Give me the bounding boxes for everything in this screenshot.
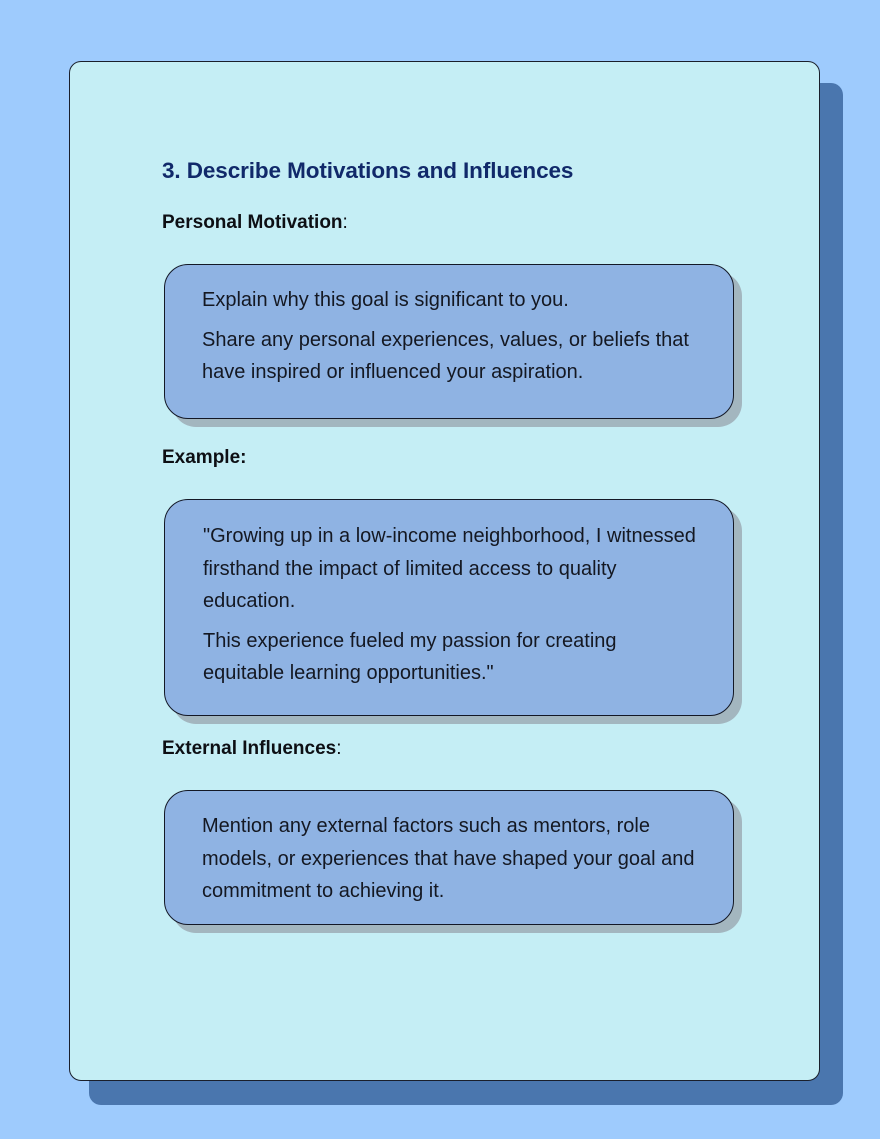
personal-motivation-text-1: Explain why this goal is significant to you.	[202, 289, 569, 311]
personal-motivation-text-2: Share any personal experiences, values, or beliefs that have inspired or influenced your aspiration.	[202, 328, 689, 383]
personal-motivation-heading	[162, 212, 348, 234]
personal-motivation-label: Personal Motivation	[162, 212, 343, 233]
external-influences-label: External Influences	[162, 738, 337, 759]
example-text-2: This experience fueled my passion for creating equitable learning opportunities."	[203, 629, 617, 684]
personal-motivation-colon: :	[342, 212, 348, 233]
example-text-1: "Growing up in a low-income neighborhood, I witnessed firsthand the impact of limited access to quality education.	[203, 525, 696, 612]
example-heading: Example:	[162, 447, 247, 468]
external-influences-box	[164, 790, 734, 925]
personal-motivation-box	[164, 264, 734, 419]
external-influences-text-1: Mention any external factors such as mentors, role models, or experiences that have shaped your goal and commitment to achieving it.	[202, 815, 695, 902]
example-box	[164, 499, 734, 716]
section-title: 3. Describe Motivations and Influences	[162, 158, 574, 183]
external-influences-colon: :	[336, 738, 342, 759]
external-influences-heading	[162, 738, 342, 760]
